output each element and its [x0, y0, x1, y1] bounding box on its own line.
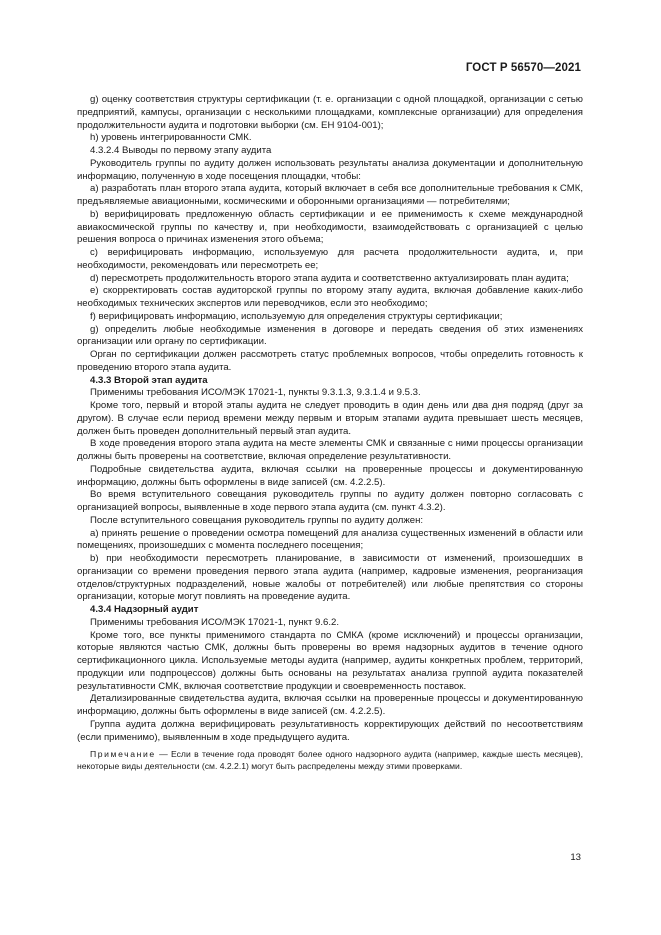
- list-item-c: c) верифицировать информацию, используемую для расчета продолжительности аудита, и, при необходимости, рекомендовать или пересмотреть ее;: [77, 247, 583, 271]
- paragraph: Применимы требования ИСО/МЭК 17021-1, пункт 9.6.2.: [90, 616, 340, 628]
- list-item-f: f) верифицировать информацию, используемую для определения структуры сертификации;: [90, 310, 503, 322]
- list-item-h: h) уровень интегрированности СМК.: [90, 132, 252, 144]
- list-item-d: d) пересмотреть продолжительность второго этапа аудита и соответственно актуализировать план аудита;: [90, 272, 569, 284]
- paragraph: Подробные свидетельства аудита, включая ссылки на проверенные процессы и документированную информацию, должны быть оформлены в виде записей (см. 4.2.2.5).: [77, 463, 583, 488]
- paragraph: Орган по сертификации должен рассмотреть статус проблемных вопросов, чтобы определить готовность к проведению второго этапа аудита.: [77, 349, 583, 373]
- paragraph: В ходе проведения второго этапа аудита на месте элементы СМК и связанные с ними процессы организации должны быть проверены на соответствие, включая определение результативности.: [77, 438, 583, 462]
- paragraph: Во время вступительного совещания руководитель группы по аудиту должен повторно согласовать с организацией вопросы, выявленные в ходе первого этапа аудита (см. пункт 4.3.2).: [77, 489, 583, 513]
- paragraph: Кроме того, первый и второй этапы аудита не следует проводить в один день или два дня подряд (друг за другом). В случае если период времени между первым и вторым этапами аудита превышает шесть месяцев, должен быть проведен дополнительный первый этап аудита.: [77, 400, 583, 437]
- note: [77, 749, 583, 772]
- section-heading-4-3-3: 4.3.3 Второй этап аудита: [90, 374, 208, 386]
- list-item-a: а) разработать план второго этапа аудита, который включает в себя все дополнительные требования к СМК, предъявляемые авиационными, космическими и оборонными организациями — потребителями;: [77, 183, 583, 207]
- list-item-g: g) оценку соответствия структуры сертификации (т. е. организации с одной площадкой, организации с сетью предприятий, кампусы, организации с несколькими площадками, комплексные организации) для определения продолжительности аудита и подготовки выборки (см. ЕН 9104-001);: [77, 94, 583, 131]
- list-item-b: b) верифицировать предложенную область сертификации и ее применимость к схеме международной авиакосмической группы по качеству и, при необходимости, взаимодействовать с организацией с целью решения вопроса о причинах изменения этого объема;: [77, 208, 583, 246]
- paragraph: Группа аудита должна верифицировать результативность корректирующих действий по несоответствиям (если применимо), выявленным в ходе предыдущего аудита.: [77, 718, 583, 743]
- note-text: — Если в течение года проводят более одного надзорного аудита (например, каждые шесть месяцев), некоторые виды деятельности (см. 4.2.2.1) могут быть распределены между этими проверками.: [77, 749, 583, 771]
- paragraph: Детализированные свидетельства аудита, включая ссылки на проверенные процессы и документированную информацию, должны быть оформлены в виде записей (см. 4.2.2.5).: [77, 693, 583, 717]
- list-item-g2: g) определить любые необходимые изменения в договоре и передать сведения об этих изменениях организации или органу по сертификации.: [77, 323, 583, 348]
- page-number: 13: [570, 852, 581, 863]
- paragraph: Руководитель группы по аудиту должен использовать результаты анализа документации и дополнительную информацию, полученную в ходе посещения площадки, чтобы:: [77, 157, 583, 182]
- paragraph: После вступительного совещания руководитель группы по аудиту должен:: [90, 514, 424, 526]
- standard-designation: ГОСТ Р 56570—2021: [465, 62, 581, 74]
- note-label: Примечание: [90, 749, 156, 760]
- document-body: [77, 94, 583, 772]
- clause-title-4-3-2-4: 4.3.2.4 Выводы по первому этапу аудита: [90, 145, 272, 156]
- list-item-a2: а) принять решение о проведении осмотра помещений для анализа существенных изменений в области или помещениях, произошедших с момента последнего посещения;: [77, 527, 583, 552]
- section-heading-4-3-4: 4.3.4 Надзорный аудит: [90, 604, 199, 615]
- list-item-e: e) скорректировать состав аудиторской группы по второму этапу аудита, включая добавление каких-либо необходимых технических экспертов или переводчиков, если это необходимо;: [77, 285, 583, 309]
- paragraph: Применимы требования ИСО/МЭК 17021-1, пункты 9.3.1.3, 9.3.1.4 и 9.5.3.: [90, 387, 421, 399]
- list-item-b2: b) при необходимости пересмотреть планирование, в зависимости от изменений, произошедших в организации со времени проведения первого этапа аудита (например, кадровые изменения, реорганизация отделов/структурных подразделений, новые жалобы от потребителей) или любые препятствия со стороны организации, которые могут повлиять на проведение аудита.: [77, 553, 583, 603]
- paragraph: Кроме того, все пункты применимого стандарта по СМКА (кроме исключений) и процессы организации, которые являются частью СМК, должны быть проверены во время надзорных аудитов в течение одного сертификационного цикла. Используемые методы аудита (например, аудиты конкретных проблем, территорий, продукции или подпроцессов) должны быть основаны на результатах анализа группой аудита показателей результативности СМК, включая соответствие продукции и своевременность поставок.: [77, 629, 583, 692]
